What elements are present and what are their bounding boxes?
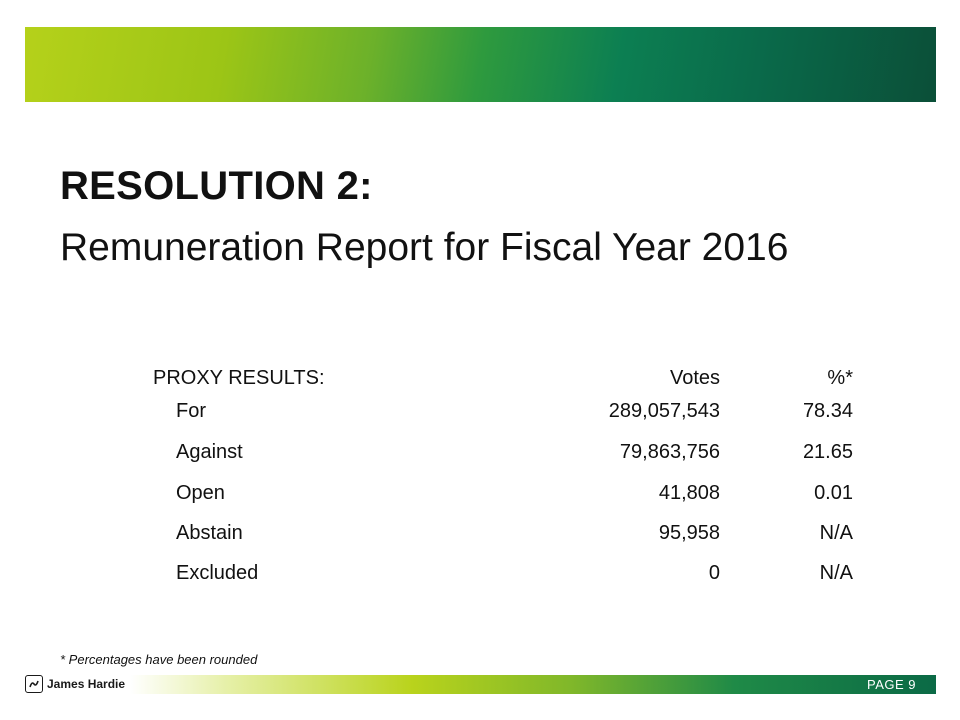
slide-subtitle: Remuneration Report for Fiscal Year 2016 bbox=[60, 226, 789, 269]
james-hardie-logo-icon bbox=[25, 675, 43, 693]
table-row-percent: 78.34 bbox=[802, 400, 853, 422]
table-row-percent: N/A bbox=[819, 562, 853, 584]
table-row-percent: 0.01 bbox=[814, 482, 853, 504]
footer-bar bbox=[130, 675, 936, 694]
table-row-votes: 41,808 bbox=[658, 482, 720, 504]
table-row-label: For bbox=[176, 400, 206, 422]
table-row-percent: N/A bbox=[819, 522, 853, 544]
table-row-label: Excluded bbox=[176, 562, 259, 584]
table-header-votes: Votes bbox=[669, 367, 720, 389]
table-header-label: PROXY RESULTS: bbox=[153, 367, 325, 389]
table-row-label: Open bbox=[176, 482, 225, 504]
table-row-percent: 21.65 bbox=[802, 441, 853, 463]
footnote: * Percentages have been rounded bbox=[60, 652, 258, 667]
page-number: PAGE 9 bbox=[866, 677, 916, 692]
table-header-percent: %* bbox=[827, 367, 853, 389]
table-row-votes: 95,958 bbox=[658, 522, 720, 544]
company-logo bbox=[25, 673, 125, 695]
table-row-votes: 289,057,543 bbox=[608, 400, 720, 422]
table-row-label: Abstain bbox=[176, 522, 243, 544]
table-row-label: Against bbox=[176, 441, 243, 463]
table-row-votes: 0 bbox=[708, 562, 720, 584]
logo-name: James Hardie bbox=[47, 677, 126, 691]
slide-title: RESOLUTION 2: bbox=[60, 164, 373, 208]
table-row-votes: 79,863,756 bbox=[619, 441, 720, 463]
